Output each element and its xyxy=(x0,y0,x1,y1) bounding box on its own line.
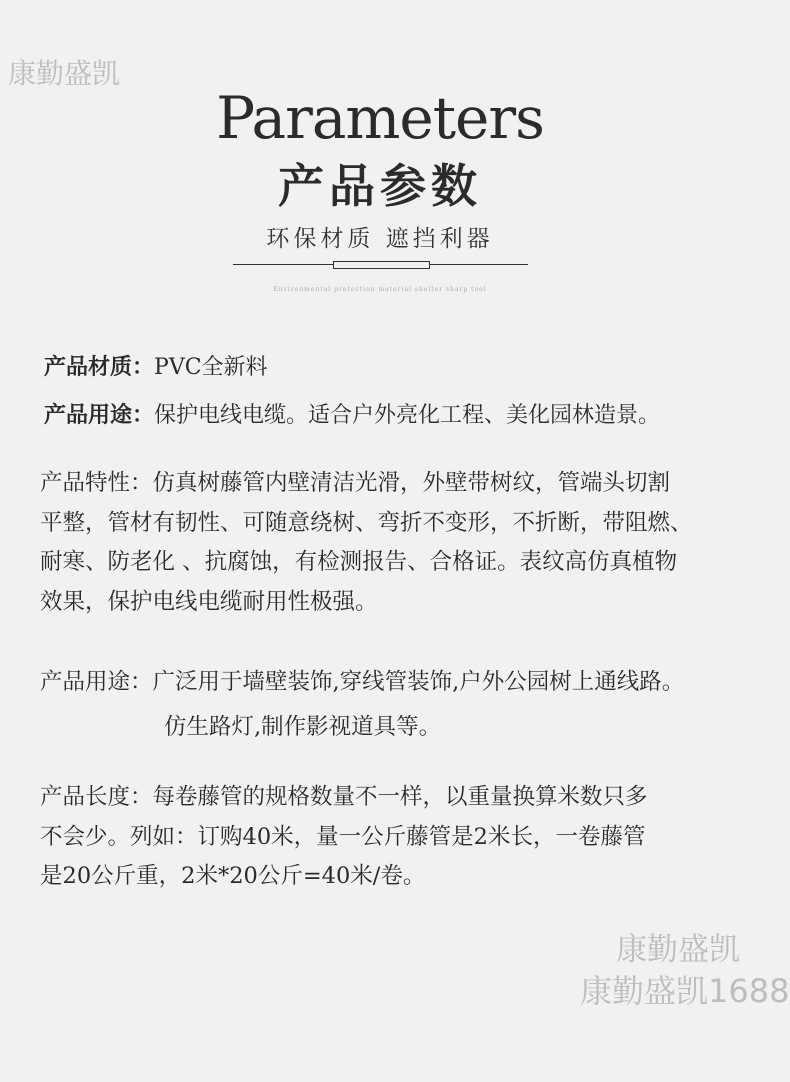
spec-material-value: PVC全新料 xyxy=(154,355,268,380)
features-line: 耐寒、防老化 、抗腐蚀，有检测报告、合格证。表纹高仿真植物 xyxy=(40,549,678,575)
features-line: 效果，保护电线电缆耐用性极强。 xyxy=(40,588,378,615)
spec-usage-label: 产品用途： xyxy=(44,402,155,428)
subtitle-en: Environmental protection material shelter sharp tool xyxy=(273,286,487,293)
length-paragraph xyxy=(40,778,648,897)
spec-material xyxy=(44,350,268,381)
length-line: 产品长度：每卷藤管的规格数量不一样，以重量换算米数只多 xyxy=(40,784,648,810)
usage-paragraph xyxy=(40,660,684,750)
spec-material-label: 产品材质： xyxy=(44,354,155,380)
subtitle: 环保材质 遮挡利器 xyxy=(266,226,494,252)
watermark-bottom-right: 康勤盛凯 xyxy=(616,932,740,968)
watermark-top-left: 康勤盛凯 xyxy=(8,57,121,90)
length-line: 不会少。列如：订购40米，量一公斤藤管是2米长，一卷藤管 xyxy=(40,823,646,850)
title-zh: 产品参数 xyxy=(278,159,482,213)
title-en: Parameters xyxy=(216,84,544,152)
features-line: 平整，管材有韧性、可随意绕树、弯折不变形，不折断，带阻燃、 xyxy=(40,509,693,536)
divider-ornament xyxy=(333,261,430,269)
length-line: 是20公斤重，2米*20公斤=40米/卷。 xyxy=(40,863,426,889)
features-paragraph xyxy=(40,464,693,622)
spec-usage-value: 保护电线电缆。适合户外亮化工程、美化园林造景。 xyxy=(154,403,661,428)
watermark-bottom-right-store: 康勤盛凯1688 xyxy=(580,972,790,1010)
usage-line: 产品用途：广泛用于墙壁装饰,穿线管装饰,户外公园树上通线路。 xyxy=(40,669,685,695)
spec-usage xyxy=(44,398,660,429)
usage-line: 仿生路灯,制作影视道具等。 xyxy=(164,714,442,740)
features-line: 产品特性：仿真树藤管内壁清洁光滑，外壁带树纹，管端头切割 xyxy=(40,470,671,496)
